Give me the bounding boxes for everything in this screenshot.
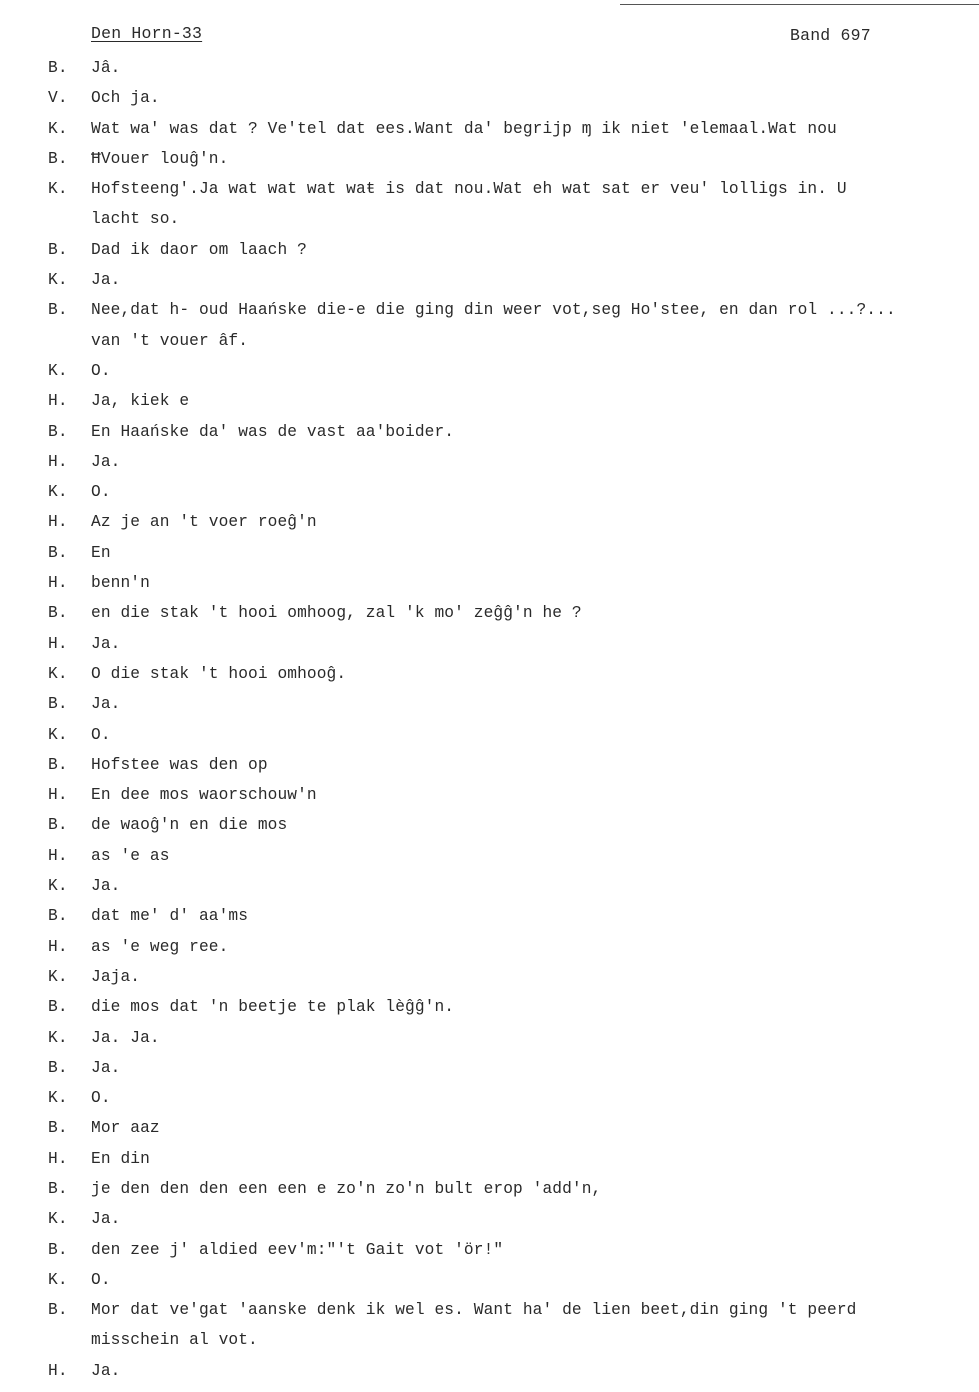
transcript-line (0, 295, 979, 325)
transcript-line (0, 1265, 979, 1295)
band-number: Band 697 (790, 26, 871, 45)
transcript-line (0, 83, 979, 113)
speaker-label: K. (48, 1270, 68, 1289)
transcript-line (0, 326, 979, 356)
utterance-text: Az je an 't voer roeĝ'n (91, 513, 317, 532)
speaker-label: B. (48, 1301, 68, 1320)
transcript-line (0, 477, 979, 507)
speaker-label: B. (48, 59, 68, 77)
utterance-text: lacht so. (91, 210, 180, 229)
utterance-text: Dad ik daor om laach ? (91, 240, 307, 259)
transcript-line (0, 144, 979, 174)
speaker-label: B. (48, 998, 68, 1017)
transcript-line (0, 992, 979, 1022)
transcript-line (0, 568, 979, 598)
transcript-line (0, 417, 979, 447)
utterance-text: En Haańske da' was de vast aa'boider. (91, 422, 455, 441)
utterance-text: de waoĝ'n en die mos (91, 816, 288, 835)
speaker-label: B. (48, 422, 68, 441)
utterance-text: Hofsteeng'.Ja wat wat wat waŧ is dat nou.Wat eh wat sat er veu' lolligs in. U (91, 180, 847, 199)
speaker-label: B. (48, 543, 68, 562)
utterance-text: ĦVouer louĝ'n. (91, 149, 229, 168)
speaker-label: B. (48, 1179, 68, 1198)
utterance-text: Ja. (91, 1210, 121, 1229)
speaker-label: H. (48, 392, 68, 411)
transcript-line (0, 507, 979, 537)
speaker-label: B. (48, 240, 68, 259)
speaker-label: K. (48, 361, 68, 380)
speaker-label: K. (48, 1210, 68, 1229)
utterance-text: Ja. (91, 877, 121, 896)
speaker-label: K. (48, 119, 68, 138)
transcript-line (0, 1144, 979, 1174)
transcript-line (0, 932, 979, 962)
transcript-line (0, 235, 979, 265)
utterance-text: Ja. (91, 271, 121, 290)
transcript-line (0, 689, 979, 719)
utterance-text: Nee,dat h- oud Haańske die-e die ging din weer vot,seg Ho'stee, en dan rol ...?... (91, 301, 896, 320)
speaker-label: K. (48, 180, 68, 199)
utterance-text: Ja. (91, 695, 121, 714)
transcript-line (0, 598, 979, 628)
utterance-text: Mor aaz (91, 1119, 160, 1138)
speaker-label: B. (48, 604, 68, 623)
utterance-text: as 'e as (91, 846, 170, 865)
speaker-label: B. (48, 301, 68, 320)
utterance-text: Ja. (91, 634, 121, 653)
speaker-label: B. (48, 1058, 68, 1077)
speaker-label: K. (48, 967, 68, 986)
utterance-text: Jâ. (91, 59, 121, 77)
transcript-line (0, 1295, 979, 1325)
transcript-line (0, 447, 979, 477)
transcript-line (0, 204, 979, 234)
utterance-text: O die stak 't hooi omhooĝ. (91, 664, 347, 683)
speaker-label: K. (48, 877, 68, 896)
utterance-text: as 'e weg ree. (91, 937, 229, 956)
speaker-label: B. (48, 695, 68, 714)
utterance-text: Wat wa' was dat ? Ve'tel dat ees.Want da' begrijp ɱ ik niet 'elemaal.Wat nou (91, 119, 837, 138)
speaker-label: B. (48, 907, 68, 926)
speaker-label: H. (48, 574, 68, 593)
utterance-text: Ja. (91, 452, 121, 471)
speaker-label: K. (48, 1028, 68, 1047)
speaker-label: K. (48, 725, 68, 744)
transcript-line (0, 1083, 979, 1113)
transcript-line (0, 53, 979, 83)
transcript-line (0, 780, 979, 810)
transcript-line (0, 356, 979, 386)
transcript-line (0, 841, 979, 871)
speaker-label: K. (48, 1089, 68, 1108)
speaker-label: B. (48, 1240, 68, 1259)
transcript-line (0, 1356, 979, 1386)
speaker-label: H. (48, 1361, 68, 1380)
utterance-text: O. (91, 1270, 111, 1289)
utterance-text: misschein al vot. (91, 1331, 258, 1350)
transcript-line (0, 659, 979, 689)
utterance-text: Jaja. (91, 967, 141, 986)
transcript-line (0, 386, 979, 416)
transcript-line (0, 1204, 979, 1234)
speaker-label: H. (48, 937, 68, 956)
utterance-text: dat me' d' aa'ms (91, 907, 249, 926)
utterance-text: O. (91, 1089, 111, 1108)
utterance-text: je den den den een een e zo'n zo'n bult erop 'add'n, (91, 1179, 602, 1198)
speaker-label: K. (48, 271, 68, 290)
speaker-label: B. (48, 755, 68, 774)
speaker-label: H. (48, 786, 68, 805)
utterance-text: van 't vouer âf. (91, 331, 249, 350)
speaker-label: H. (48, 513, 68, 532)
utterance-text: die mos dat 'n beetje te plak lèĝĝ'n. (91, 998, 455, 1017)
utterance-text: O. (91, 483, 111, 502)
top-rule (620, 4, 979, 5)
transcript-line (0, 750, 979, 780)
transcript-line (0, 720, 979, 750)
speaker-label: H. (48, 452, 68, 471)
transcript-line (0, 1174, 979, 1204)
speaker-label: V. (48, 89, 68, 108)
speaker-label: K. (48, 483, 68, 502)
transcript-line (0, 871, 979, 901)
transcript-line (0, 810, 979, 840)
utterance-text: En (91, 543, 111, 562)
transcript-body (0, 53, 979, 1386)
speaker-label: H. (48, 1149, 68, 1168)
transcript-line (0, 174, 979, 204)
utterance-text: Mor dat ve'gat 'aanske denk ik wel es. Want ha' de lien beet,din ging 't peerd (91, 1301, 857, 1320)
utterance-text: En din (91, 1149, 150, 1168)
speaker-label: B. (48, 149, 68, 168)
utterance-text: Ja. (91, 1361, 121, 1380)
speaker-label: B. (48, 1119, 68, 1138)
document-title: Den Horn-33 (91, 24, 203, 43)
utterance-text: En dee mos waorschouw'n (91, 786, 317, 805)
speaker-label: H. (48, 846, 68, 865)
utterance-text: Och ja. (91, 89, 160, 108)
transcript-line (0, 1113, 979, 1143)
transcript-line (0, 1325, 979, 1355)
utterance-text: en die stak 't hooi omhoog, zal 'k mo' zeĝĝ'n he ? (91, 604, 582, 623)
transcript-line (0, 265, 979, 295)
utterance-text: Ja. (91, 1058, 121, 1077)
utterance-text: O. (91, 361, 111, 380)
transcript-line (0, 1053, 979, 1083)
transcript-line (0, 962, 979, 992)
utterance-text: den zee j' aldied eev'm:"'t Gait vot 'ör!" (91, 1240, 504, 1259)
speaker-label: H. (48, 634, 68, 653)
transcript-line (0, 629, 979, 659)
utterance-text: O. (91, 725, 111, 744)
speaker-label: B. (48, 816, 68, 835)
utterance-text: benn'n (91, 574, 150, 593)
transcript-line (0, 901, 979, 931)
utterance-text: Ja, kiek e (91, 392, 190, 411)
transcript-line (0, 1235, 979, 1265)
transcript-line (0, 1023, 979, 1053)
utterance-text: Ja. Ja. (91, 1028, 160, 1047)
transcript-line (0, 114, 979, 144)
transcript-line (0, 538, 979, 568)
speaker-label: K. (48, 664, 68, 683)
utterance-text: Hofstee was den op (91, 755, 268, 774)
